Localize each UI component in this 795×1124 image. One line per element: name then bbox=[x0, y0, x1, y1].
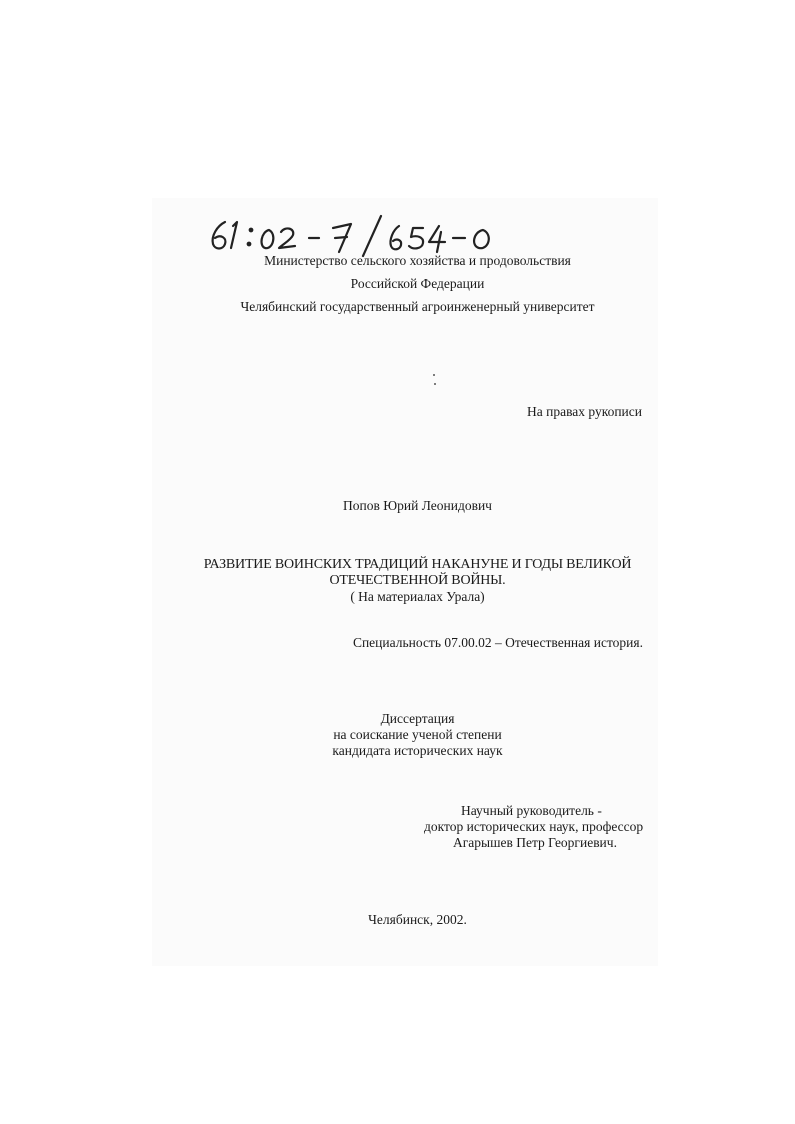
dissertation-title-line-2: ОТЕЧЕСТВЕННОЙ ВОЙНЫ. bbox=[329, 573, 506, 588]
degree-purpose: на соискание ученой степени bbox=[333, 727, 502, 742]
supervisor-name: Агарышев Петр Георгиевич. bbox=[453, 835, 617, 850]
manuscript-note: На правах рукописи bbox=[526, 404, 642, 419]
scan-speck bbox=[433, 374, 435, 376]
dissertation-label: Диссертация bbox=[380, 711, 455, 726]
supervisor-degree: доктор исторических наук, профессор bbox=[424, 819, 644, 834]
place-year: Челябинск, 2002. bbox=[368, 912, 467, 927]
dissertation-title-line-1: РАЗВИТИЕ ВОИНСКИХ ТРАДИЦИЙ НАКАНУНЕ И ГОДЫ ВЕЛИКОЙ bbox=[203, 557, 632, 572]
degree-name: кандидата исторических наук bbox=[332, 743, 503, 758]
author-name: Попов Юрий Леонидович bbox=[343, 498, 492, 513]
dissertation-subtitle: ( На материалах Урала) bbox=[350, 589, 485, 604]
specialty-line: Специальность 07.00.02 – Отечественная история. bbox=[352, 635, 643, 650]
university-line: Челябинский государственный агроинженерный университет bbox=[240, 299, 595, 314]
supervisor-label: Научный руководитель - bbox=[461, 803, 602, 818]
ministry-line: Министерство сельского хозяйства и продовольствия bbox=[264, 253, 571, 268]
handwritten-catalog-code bbox=[203, 208, 513, 258]
country-line: Российской Федерации bbox=[350, 276, 485, 291]
scan-speck bbox=[434, 383, 436, 385]
